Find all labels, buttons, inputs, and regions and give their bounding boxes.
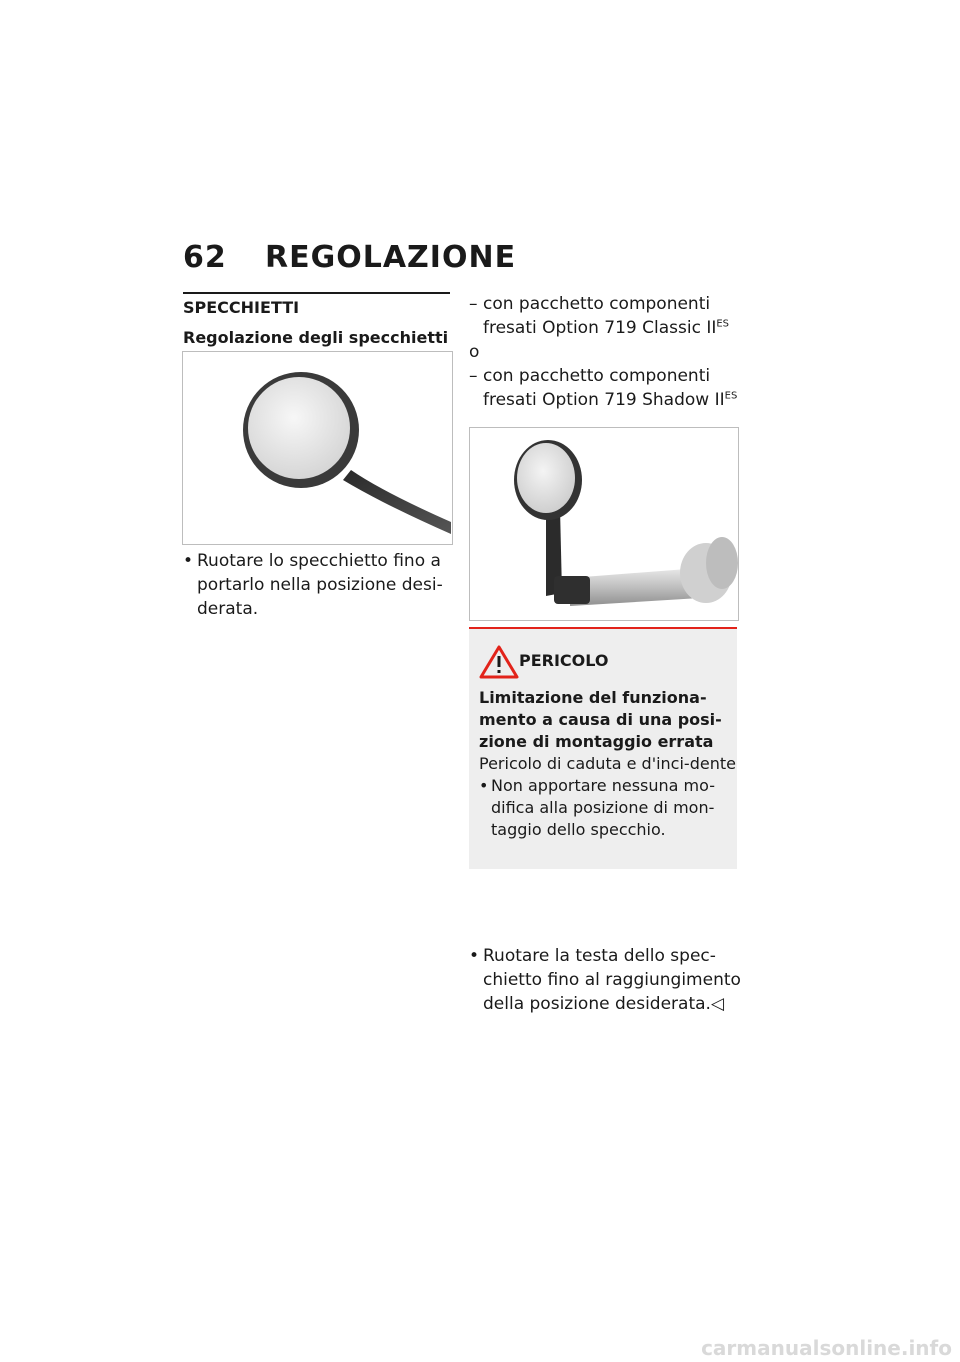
left-instruction: [183, 549, 469, 621]
end-mark-icon: ◁: [710, 994, 725, 1014]
section-rule: [183, 292, 450, 294]
right-instruction: [469, 944, 758, 1016]
bullet-dot: •: [183, 551, 194, 571]
page-header: [183, 240, 516, 275]
page-number: 62: [183, 240, 227, 275]
bar-end-mirror-image: [470, 428, 738, 620]
option-item: [469, 292, 744, 340]
round-mirror-image: [183, 352, 452, 544]
option-item: [469, 364, 744, 412]
warning-bullet-text: Non apportare nessuna mo-difica alla posizione di mon-taggio dello specchio.: [491, 776, 715, 839]
option-list: [469, 292, 744, 412]
watermark: carmanualsonline.info: [701, 1336, 952, 1360]
mirror-photo-bar-end: [469, 427, 739, 621]
option-dash: –: [469, 366, 478, 386]
option-text: con pacchetto componenti fresati Option 719 Classic II: [483, 294, 717, 338]
section-title: SPECCHIETTI: [183, 298, 300, 317]
section-subtitle: Regolazione degli specchietti: [183, 328, 449, 347]
warning-body: [479, 687, 737, 841]
left-instruction-text: Ruotare lo specchietto fino a portarlo nella posizione desi-derata.: [197, 551, 443, 619]
danger-box: [469, 627, 737, 869]
option-sup: ES: [724, 390, 738, 402]
option-dash: –: [469, 294, 478, 314]
warning-triangle-icon: [479, 645, 519, 679]
warning-text: Pericolo di caduta e d'inci-dente: [479, 754, 736, 773]
option-separator: o: [469, 342, 480, 362]
warning-bullet: [479, 775, 737, 841]
chapter-title: REGOLAZIONE: [265, 240, 517, 275]
option-text: con pacchetto componenti fresati Option 719 Shadow II: [483, 366, 725, 410]
option-sup: ES: [716, 318, 730, 330]
bullet-dot: •: [479, 776, 489, 795]
right-instruction-text: Ruotare la testa dello spec-chietto fino al raggiungimento della posizione desiderata.: [483, 946, 741, 1014]
bullet-dot: •: [469, 946, 480, 966]
warning-title: Limitazione del funziona-mento a causa di una posi-zione di montaggio errata: [479, 688, 722, 751]
warning-header: [479, 645, 519, 679]
warning-label: PERICOLO: [519, 651, 609, 670]
mirror-photo-round: [182, 351, 453, 545]
